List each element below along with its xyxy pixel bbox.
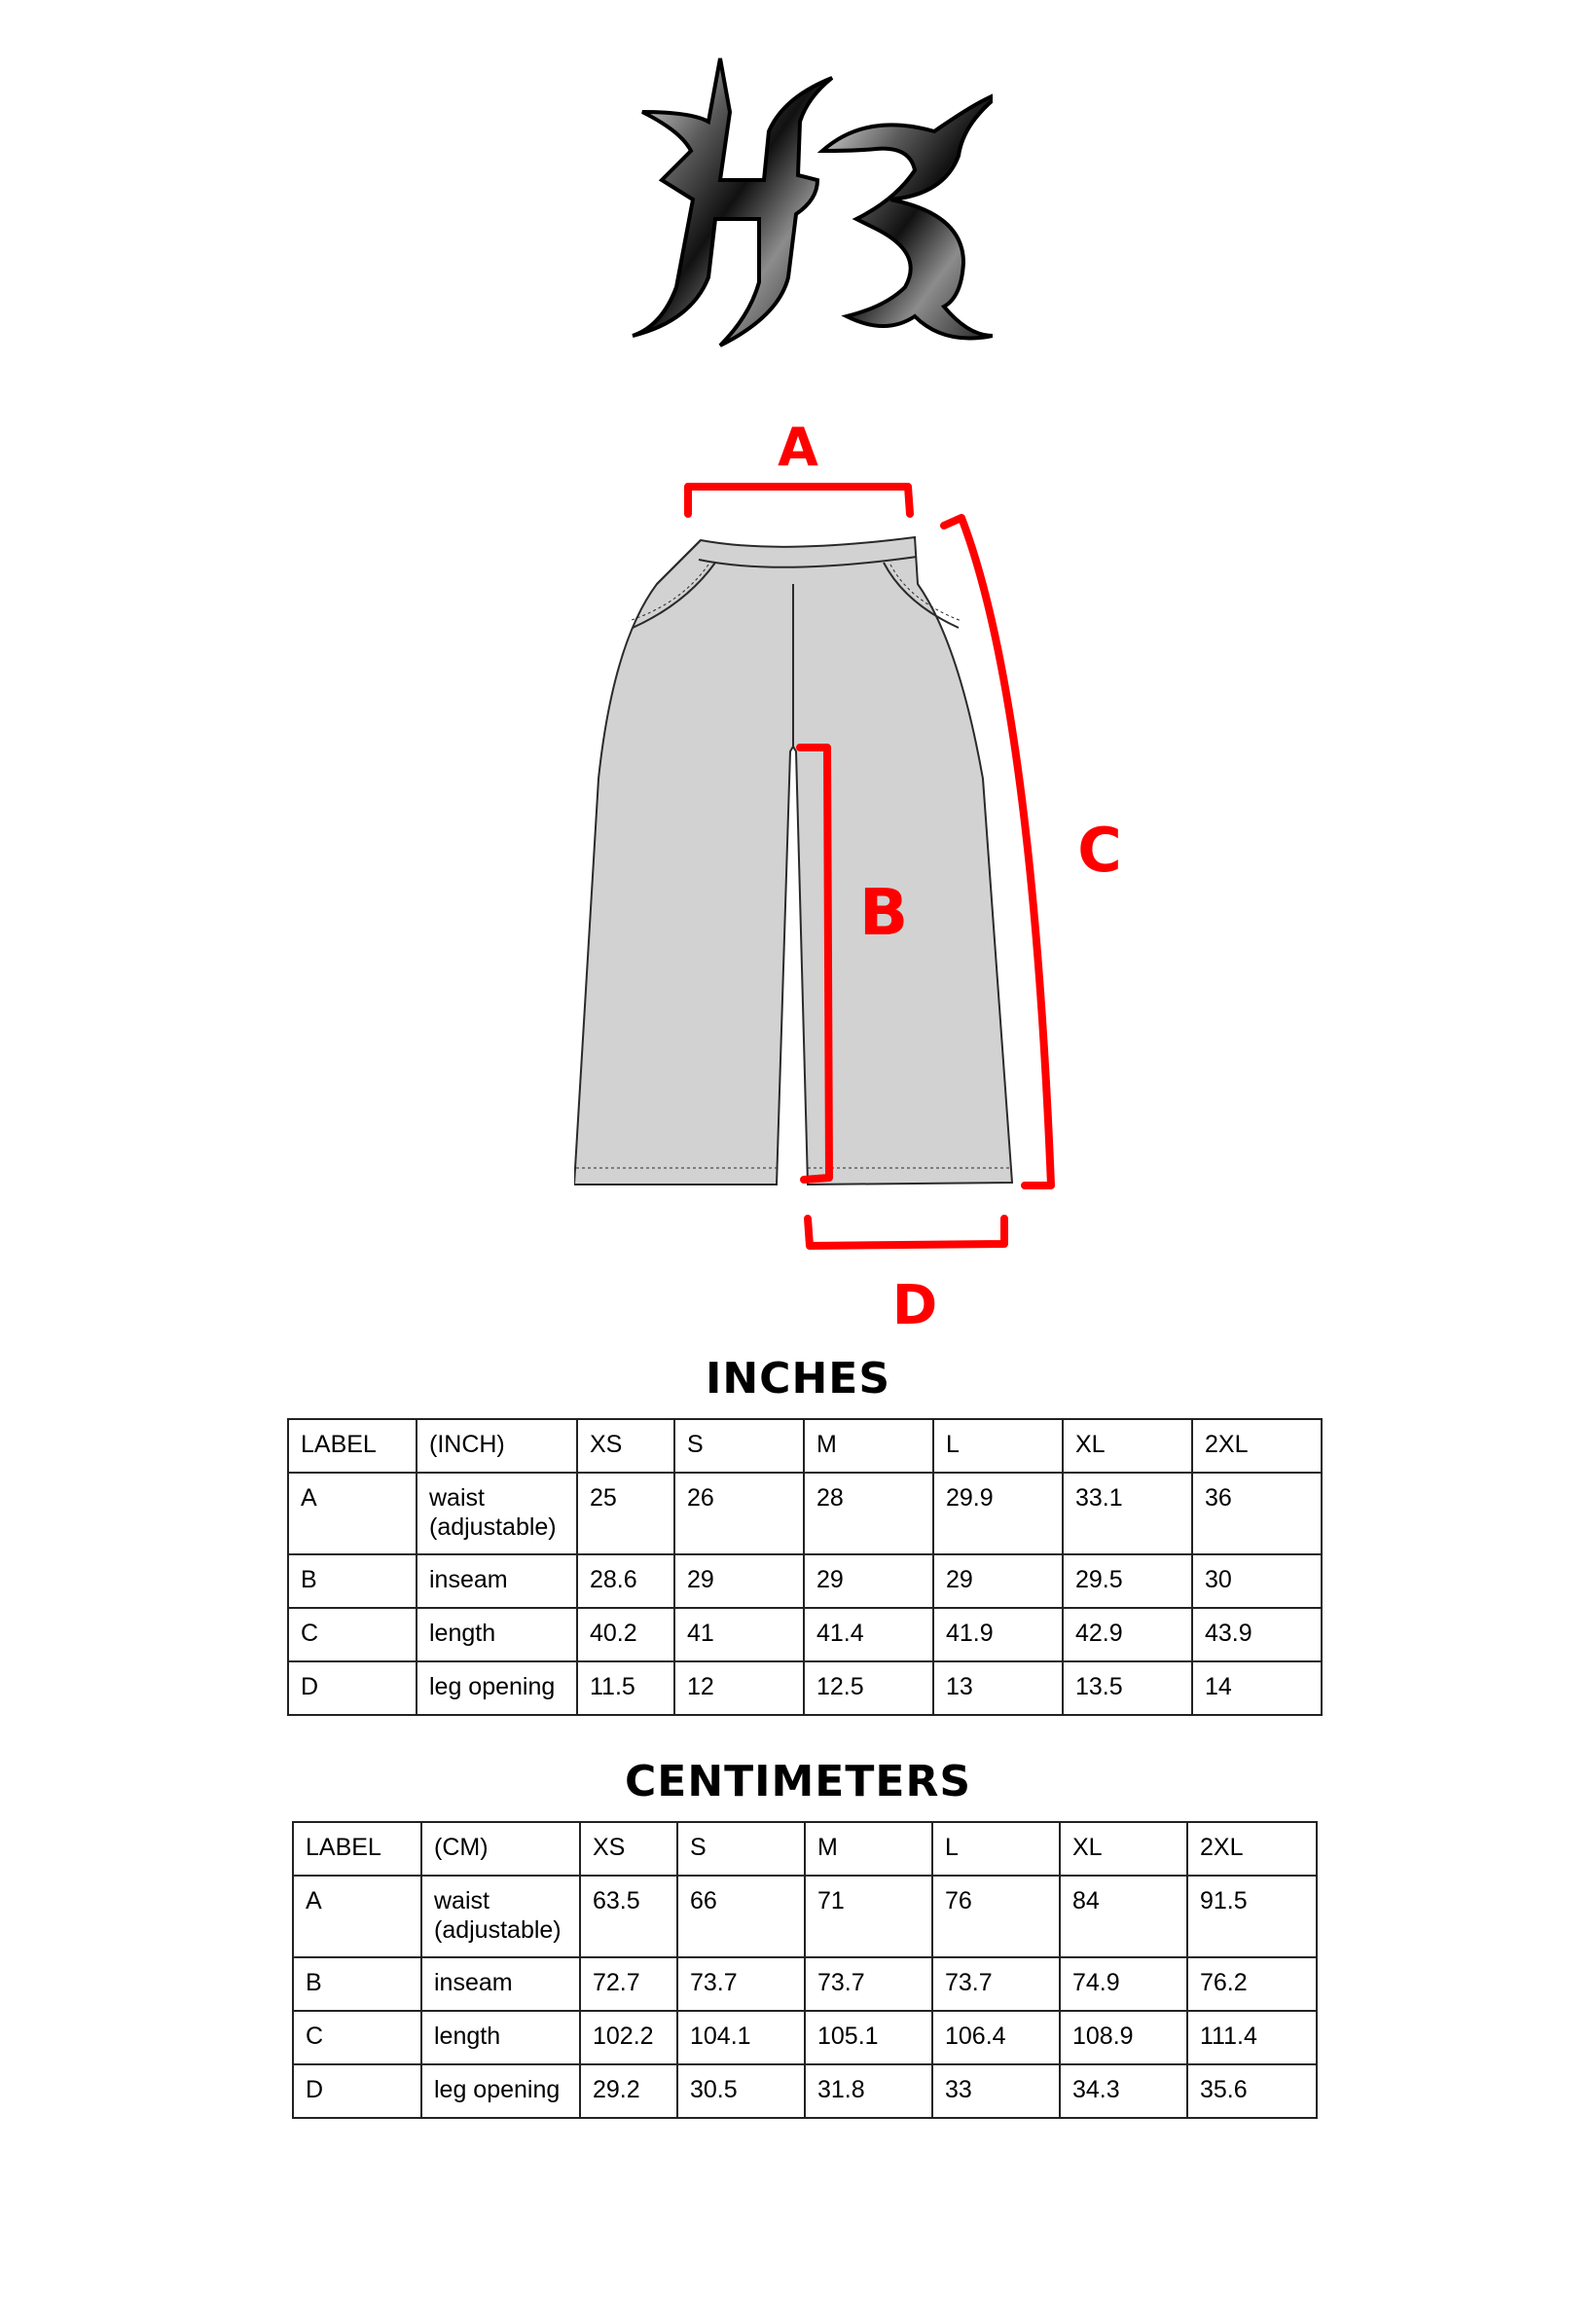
size-value: 66 (677, 1876, 805, 1957)
size-value: 106.4 (932, 2011, 1060, 2064)
column-header: XS (580, 1822, 677, 1876)
size-value: 102.2 (580, 2011, 677, 2064)
size-value: 12.5 (804, 1661, 933, 1715)
measurement-name: waist (adjustable) (421, 1876, 580, 1957)
size-value: 41.4 (804, 1608, 933, 1661)
measure-a-bracket (688, 487, 910, 514)
size-value: 13 (933, 1661, 1063, 1715)
column-header: (INCH) (417, 1419, 577, 1473)
measure-d-label: D (891, 1274, 938, 1333)
size-value: 63.5 (580, 1876, 677, 1957)
column-header: LABEL (288, 1419, 417, 1473)
table-row (293, 2011, 1317, 2064)
size-value: 31.8 (805, 2064, 932, 2118)
column-header: 2XL (1192, 1419, 1322, 1473)
measure-c-label: C (1077, 815, 1122, 886)
inches-table-body (288, 1419, 1322, 1715)
table-row (293, 1957, 1317, 2011)
size-value: 28.6 (577, 1554, 674, 1608)
size-value: 41.9 (933, 1608, 1063, 1661)
inches-size-table (287, 1418, 1323, 1716)
measure-d-bracket (808, 1219, 1004, 1246)
size-value: 36 (1192, 1473, 1322, 1554)
measure-b-label: B (858, 875, 909, 950)
row-label: A (288, 1473, 417, 1554)
size-value: 76 (932, 1876, 1060, 1957)
size-value: 25 (577, 1473, 674, 1554)
column-header: LABEL (293, 1822, 421, 1876)
row-label: B (288, 1554, 417, 1608)
size-value: 26 (674, 1473, 804, 1554)
measure-a-label: A (778, 417, 818, 478)
column-header: S (674, 1419, 804, 1473)
size-value: 29 (933, 1554, 1063, 1608)
table-row (293, 2064, 1317, 2118)
size-value: 73.7 (677, 1957, 805, 2011)
size-value: 104.1 (677, 2011, 805, 2064)
size-value: 29.5 (1063, 1554, 1192, 1608)
size-value: 91.5 (1187, 1876, 1317, 1957)
row-label: D (288, 1661, 417, 1715)
size-value: 108.9 (1060, 2011, 1187, 2064)
column-header: XS (577, 1419, 674, 1473)
size-value: 12 (674, 1661, 804, 1715)
column-header: XL (1060, 1822, 1187, 1876)
size-value: 71 (805, 1876, 932, 1957)
column-header: M (805, 1822, 932, 1876)
size-value: 28 (804, 1473, 933, 1554)
size-value: 76.2 (1187, 1957, 1317, 2011)
column-header: 2XL (1187, 1822, 1317, 1876)
table-header-row (288, 1419, 1322, 1473)
centimeters-table-body (293, 1822, 1317, 2118)
column-header: L (933, 1419, 1063, 1473)
table-header-row (293, 1822, 1317, 1876)
size-value: 74.9 (1060, 1957, 1187, 2011)
size-value: 30 (1192, 1554, 1322, 1608)
size-value: 29.2 (580, 2064, 677, 2118)
centimeters-section-title: CENTIMETERS (624, 1757, 972, 1806)
column-header: (CM) (421, 1822, 580, 1876)
size-value: 43.9 (1192, 1608, 1322, 1661)
size-value: 33 (932, 2064, 1060, 2118)
logo-h-glyph (633, 58, 832, 346)
measurement-diagram (574, 409, 1158, 1333)
column-header: S (677, 1822, 805, 1876)
size-value: 84 (1060, 1876, 1187, 1957)
measurement-name: length (421, 2011, 580, 2064)
inches-section-title: INCHES (705, 1354, 891, 1404)
row-label: C (293, 2011, 421, 2064)
row-label: B (293, 1957, 421, 2011)
size-value: 41 (674, 1608, 804, 1661)
table-row (288, 1554, 1322, 1608)
size-value: 14 (1192, 1661, 1322, 1715)
size-value: 35.6 (1187, 2064, 1317, 2118)
table-row (288, 1608, 1322, 1661)
measurement-name: leg opening (417, 1661, 577, 1715)
row-label: C (288, 1608, 417, 1661)
row-label: A (293, 1876, 421, 1957)
column-header: XL (1063, 1419, 1192, 1473)
size-value: 11.5 (577, 1661, 674, 1715)
size-value: 105.1 (805, 2011, 932, 2064)
measurement-name: inseam (421, 1957, 580, 2011)
size-value: 30.5 (677, 2064, 805, 2118)
size-value: 73.7 (805, 1957, 932, 2011)
measurement-name: length (417, 1608, 577, 1661)
size-value: 111.4 (1187, 2011, 1317, 2064)
size-value: 29.9 (933, 1473, 1063, 1554)
table-row (293, 1876, 1317, 1957)
measurement-name: inseam (417, 1554, 577, 1608)
measurement-name: leg opening (421, 2064, 580, 2118)
column-header: M (804, 1419, 933, 1473)
size-value: 40.2 (577, 1608, 674, 1661)
logo-3-glyph (822, 92, 993, 339)
table-row (288, 1661, 1322, 1715)
table-row (288, 1473, 1322, 1554)
size-value: 73.7 (932, 1957, 1060, 2011)
column-header: L (932, 1822, 1060, 1876)
brand-logo (623, 54, 993, 375)
row-label: D (293, 2064, 421, 2118)
size-value: 29 (674, 1554, 804, 1608)
size-value: 42.9 (1063, 1608, 1192, 1661)
size-value: 72.7 (580, 1957, 677, 2011)
size-value: 34.3 (1060, 2064, 1187, 2118)
size-value: 29 (804, 1554, 933, 1608)
measurement-name: waist (adjustable) (417, 1473, 577, 1554)
size-value: 33.1 (1063, 1473, 1192, 1554)
size-value: 13.5 (1063, 1661, 1192, 1715)
centimeters-size-table (292, 1821, 1318, 2119)
